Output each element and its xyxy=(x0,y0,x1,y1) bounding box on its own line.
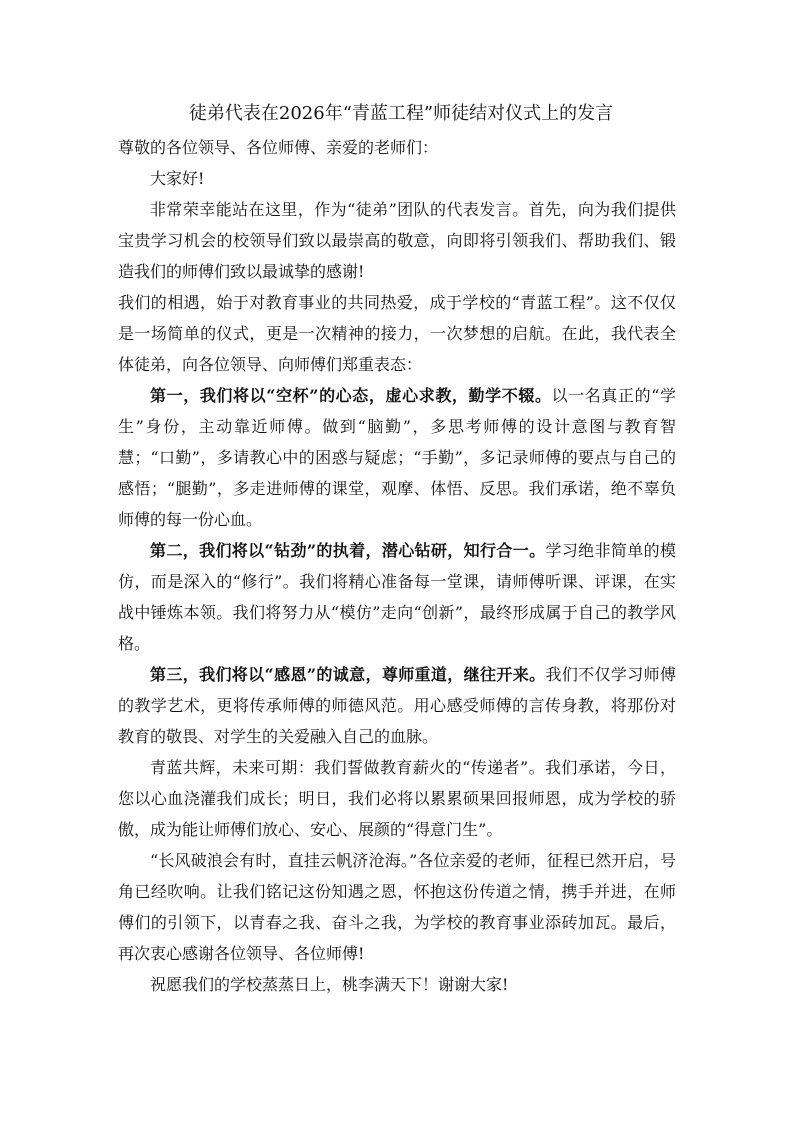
pledge-two-body: 学习绝非简单的模仿，而是深入的“修行”。我们将精心准备每一堂课，请师傅听课、评课，在实战中锤炼本领。我们将努力从“模仿”走向“创新”，最终形成属于自己的教学风格。 xyxy=(118,541,676,653)
paragraph-closing: “长风破浪会有时，直挂云帆济沧海。”各位亲爱的老师，征程已然开启，号角已经吹响。让我们铭记这份知遇之恩，怀抱这份传道之情，携手并进，在师傅们的引领下，以青春之我、奋斗之我，为学校的教育事业添砖加瓦。最后，再次衷心感谢各位领导、各位师傅! xyxy=(118,851,676,963)
paragraph-introduction: 我们的相遇，始于对教育事业的共同热爱，成于学校的“青蓝工程”。这不仅仅是一场简单的仪式，更是一次精神的接力，一次梦想的启航。在此，我代表全体徒弟，向各位领导、向师傅们郑重表态： xyxy=(118,293,676,374)
pledge-two-heading: 第二，我们将以“钻劲”的执着，潜心钻研，知行合一。 xyxy=(150,541,546,560)
greeting: 大家好! xyxy=(150,169,205,188)
paragraph-wishes: 祝愿我们的学校蒸蒸日上，桃李满天下！谢谢大家! xyxy=(150,975,509,994)
pledge-one-heading: 第一，我们将以“空杯”的心态，虚心求教，勤学不辍。 xyxy=(150,386,552,405)
paragraph-opening: 非常荣幸能站在这里，作为“徒弟”团队的代表发言。首先，向为我们提供宝贵学习机会的校领导们致以最崇高的敬意，向即将引领我们、帮助我们、锻造我们的师傅们致以最诚挚的感谢! xyxy=(118,200,676,281)
paragraph-pledge-three xyxy=(118,659,676,752)
pledge-one-body: 以一名真正的“学生”身份，主动靠近师傅。做到“脑勤”，多思考师傅的设计意图与教育智慧；“口勤”，多请教心中的困惑与疑虑；“手勤”，多记录师傅的要点与自己的感悟；“腿勤”，多走进师傅的课堂，观摩、体悟、反思。我们承诺，绝不辜负师傅的每一份心血。 xyxy=(118,386,676,529)
salutation: 尊敬的各位领导、各位师傅、亲爱的老师们： xyxy=(118,138,439,157)
paragraph-future: 青蓝共辉，未来可期：我们誓做教育薪火的“传递者”。我们承诺，今日，您以心血浇灌我们成长；明日，我们必将以累累硕果回报师恩，成为学校的骄傲，成为能让师傅们放心、安心、展颜的“得意门生”。 xyxy=(118,758,676,839)
document-page xyxy=(118,99,676,1000)
paragraph-pledge-two xyxy=(118,535,676,659)
document-title: 徒弟代表在2026年“青蓝工程”师徒结对仪式上的发言 xyxy=(188,103,614,124)
paragraph-pledge-one xyxy=(118,380,676,535)
pledge-three-heading: 第三，我们将以“感恩”的诚意，尊师重道，继往开来。 xyxy=(150,665,546,684)
pledge-three-body: 我们不仅学习师傅的教学艺术，更将传承师傅的师德风范。用心感受师傅的言传身教，将那份对教育的敬畏、对学生的关爱融入自己的血脉。 xyxy=(118,665,676,746)
